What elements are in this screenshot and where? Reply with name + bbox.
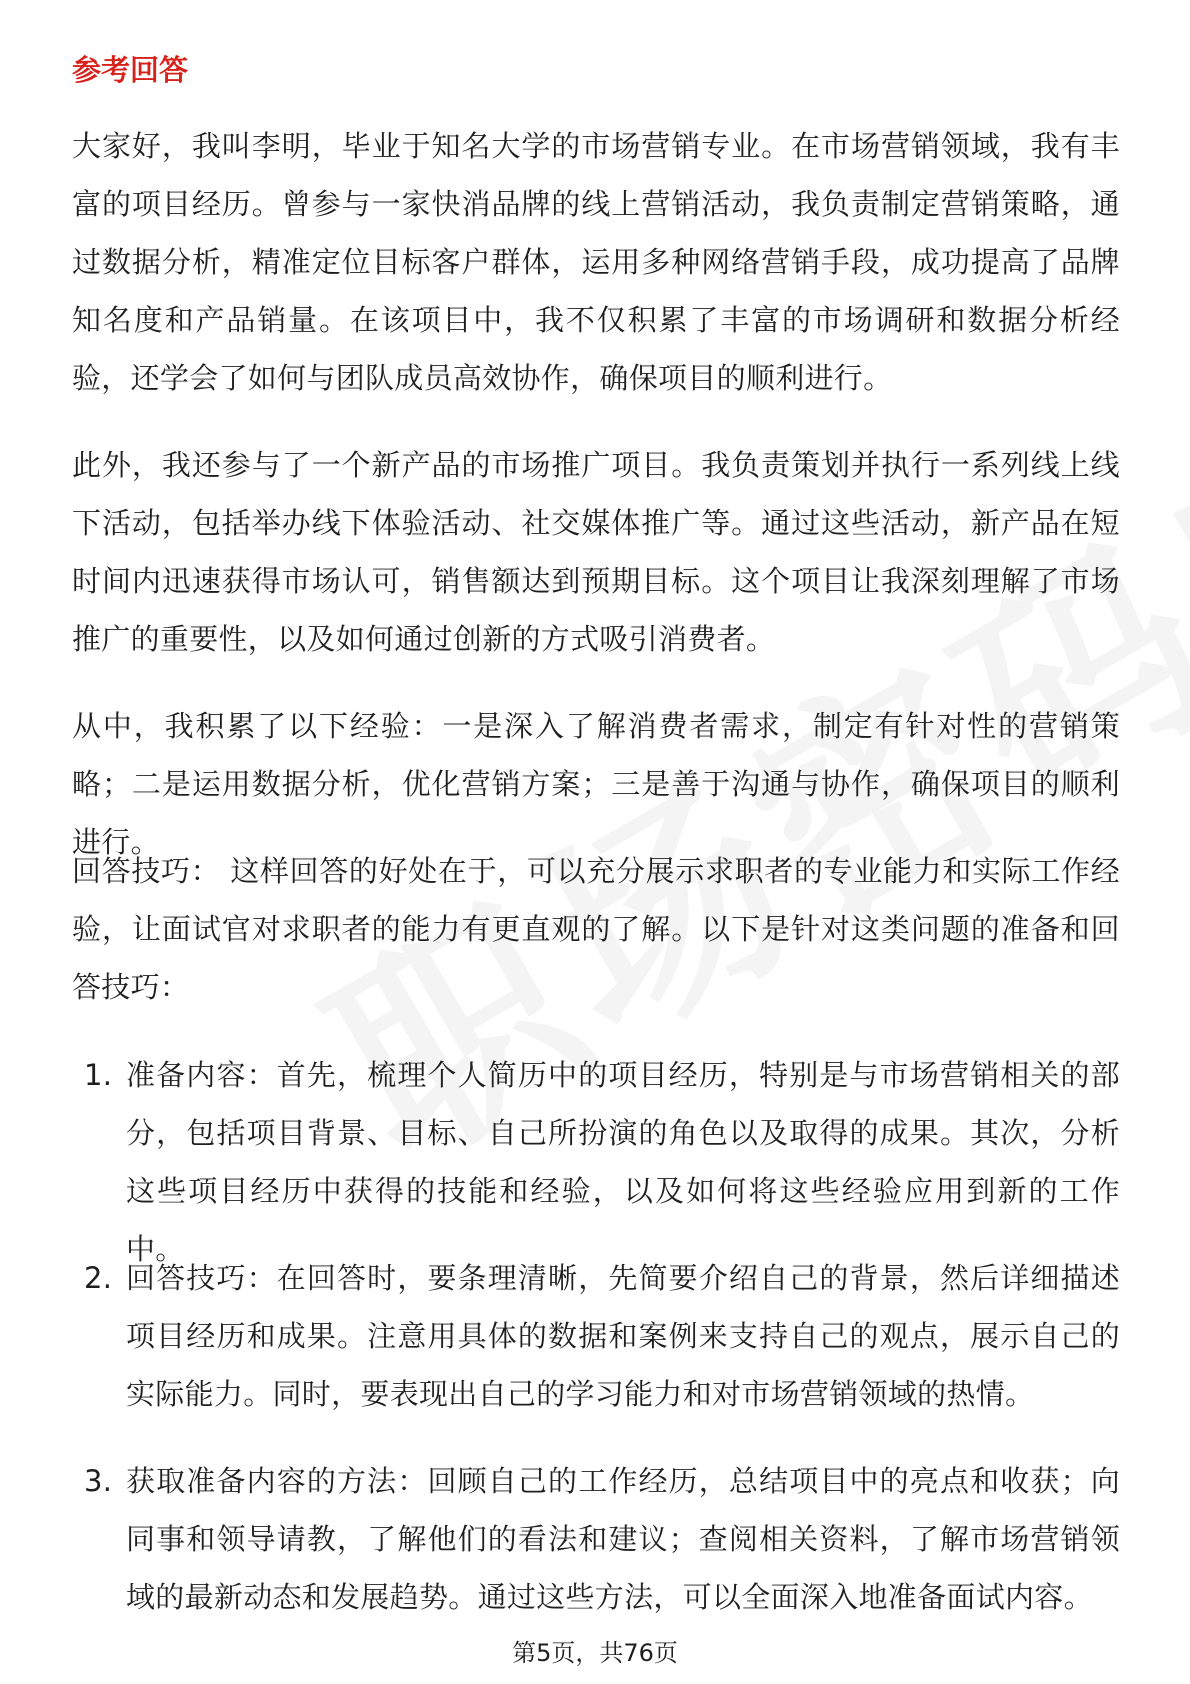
list-item bbox=[72, 1452, 1120, 1626]
tips-intro-paragraph: 回答技巧： 这样回答的好处在于，可以充分展示求职者的专业能力和实际工作经验，让面试官对求职者的能力有更直观的了解。以下是针对这类问题的准备和回答技巧： bbox=[72, 854, 1120, 1004]
section-heading: 参考回答 bbox=[72, 53, 189, 87]
list-item-text: 回答技巧：在回答时，要条理清晰，先简要介绍自己的背景，然后详细描述项目经历和成果。注意用具体的数据和案例来支持自己的观点，展示自己的实际能力。同时，要表现出自己的学习能力和对市场营销领域的热情。 bbox=[126, 1261, 1120, 1411]
list-number: 1. bbox=[84, 1058, 113, 1092]
list-item-text: 准备内容：首先，梳理个人简历中的项目经历，特别是与市场营销相关的部分，包括项目背景、目标、自己所扮演的角色以及取得的成果。其次，分析这些项目经历中获得的技能和经验，以及如何将这些经验应用到新的工作中。 bbox=[126, 1058, 1120, 1266]
answer-paragraph-2: 此外，我还参与了一个新产品的市场推广项目。我负责策划并执行一系列线上线下活动，包括举办线下体验活动、社交媒体推广等。通过这些活动，新产品在短时间内迅速获得市场认可，销售额达到预期目标。这个项目让我深刻理解了市场推广的重要性，以及如何通过创新的方式吸引消费者。 bbox=[72, 448, 1120, 656]
list-item bbox=[72, 1046, 1120, 1278]
tips-list-3 bbox=[72, 1452, 1120, 1626]
list-item-text: 获取准备内容的方法：回顾自己的工作经历，总结项目中的亮点和收获；向同事和领导请教，了解他们的看法和建议；查阅相关资料，了解市场营销领域的最新动态和发展趋势。通过这些方法，可以全面深入地准备面试内容。 bbox=[126, 1464, 1120, 1614]
answer-paragraph-1: 大家好，我叫李明，毕业于知名大学的市场营销专业。在市场营销领域，我有丰富的项目经历。曾参与一家快消品牌的线上营销活动，我负责制定营销策略，通过数据分析，精准定位目标客户群体，运用多种网络营销手段，成功提高了品牌知名度和产品销量。在该项目中，我不仅积累了丰富的市场调研和数据分析经验，还学会了如何与团队成员高效协作，确保项目的顺利进行。 bbox=[72, 129, 1120, 395]
list-number: 3. bbox=[84, 1464, 113, 1498]
list-number: 2. bbox=[84, 1261, 113, 1295]
tips-list-1 bbox=[72, 1046, 1120, 1278]
list-item bbox=[72, 1249, 1120, 1423]
tips-list-2 bbox=[72, 1249, 1120, 1423]
answer-paragraph-3: 从中，我积累了以下经验：一是深入了解消费者需求，制定有针对性的营销策略；二是运用数据分析，优化营销方案；三是善于沟通与协作，确保项目的顺利进行。 bbox=[72, 709, 1120, 859]
page-footer: 第5页，共76页 bbox=[512, 1639, 678, 1667]
